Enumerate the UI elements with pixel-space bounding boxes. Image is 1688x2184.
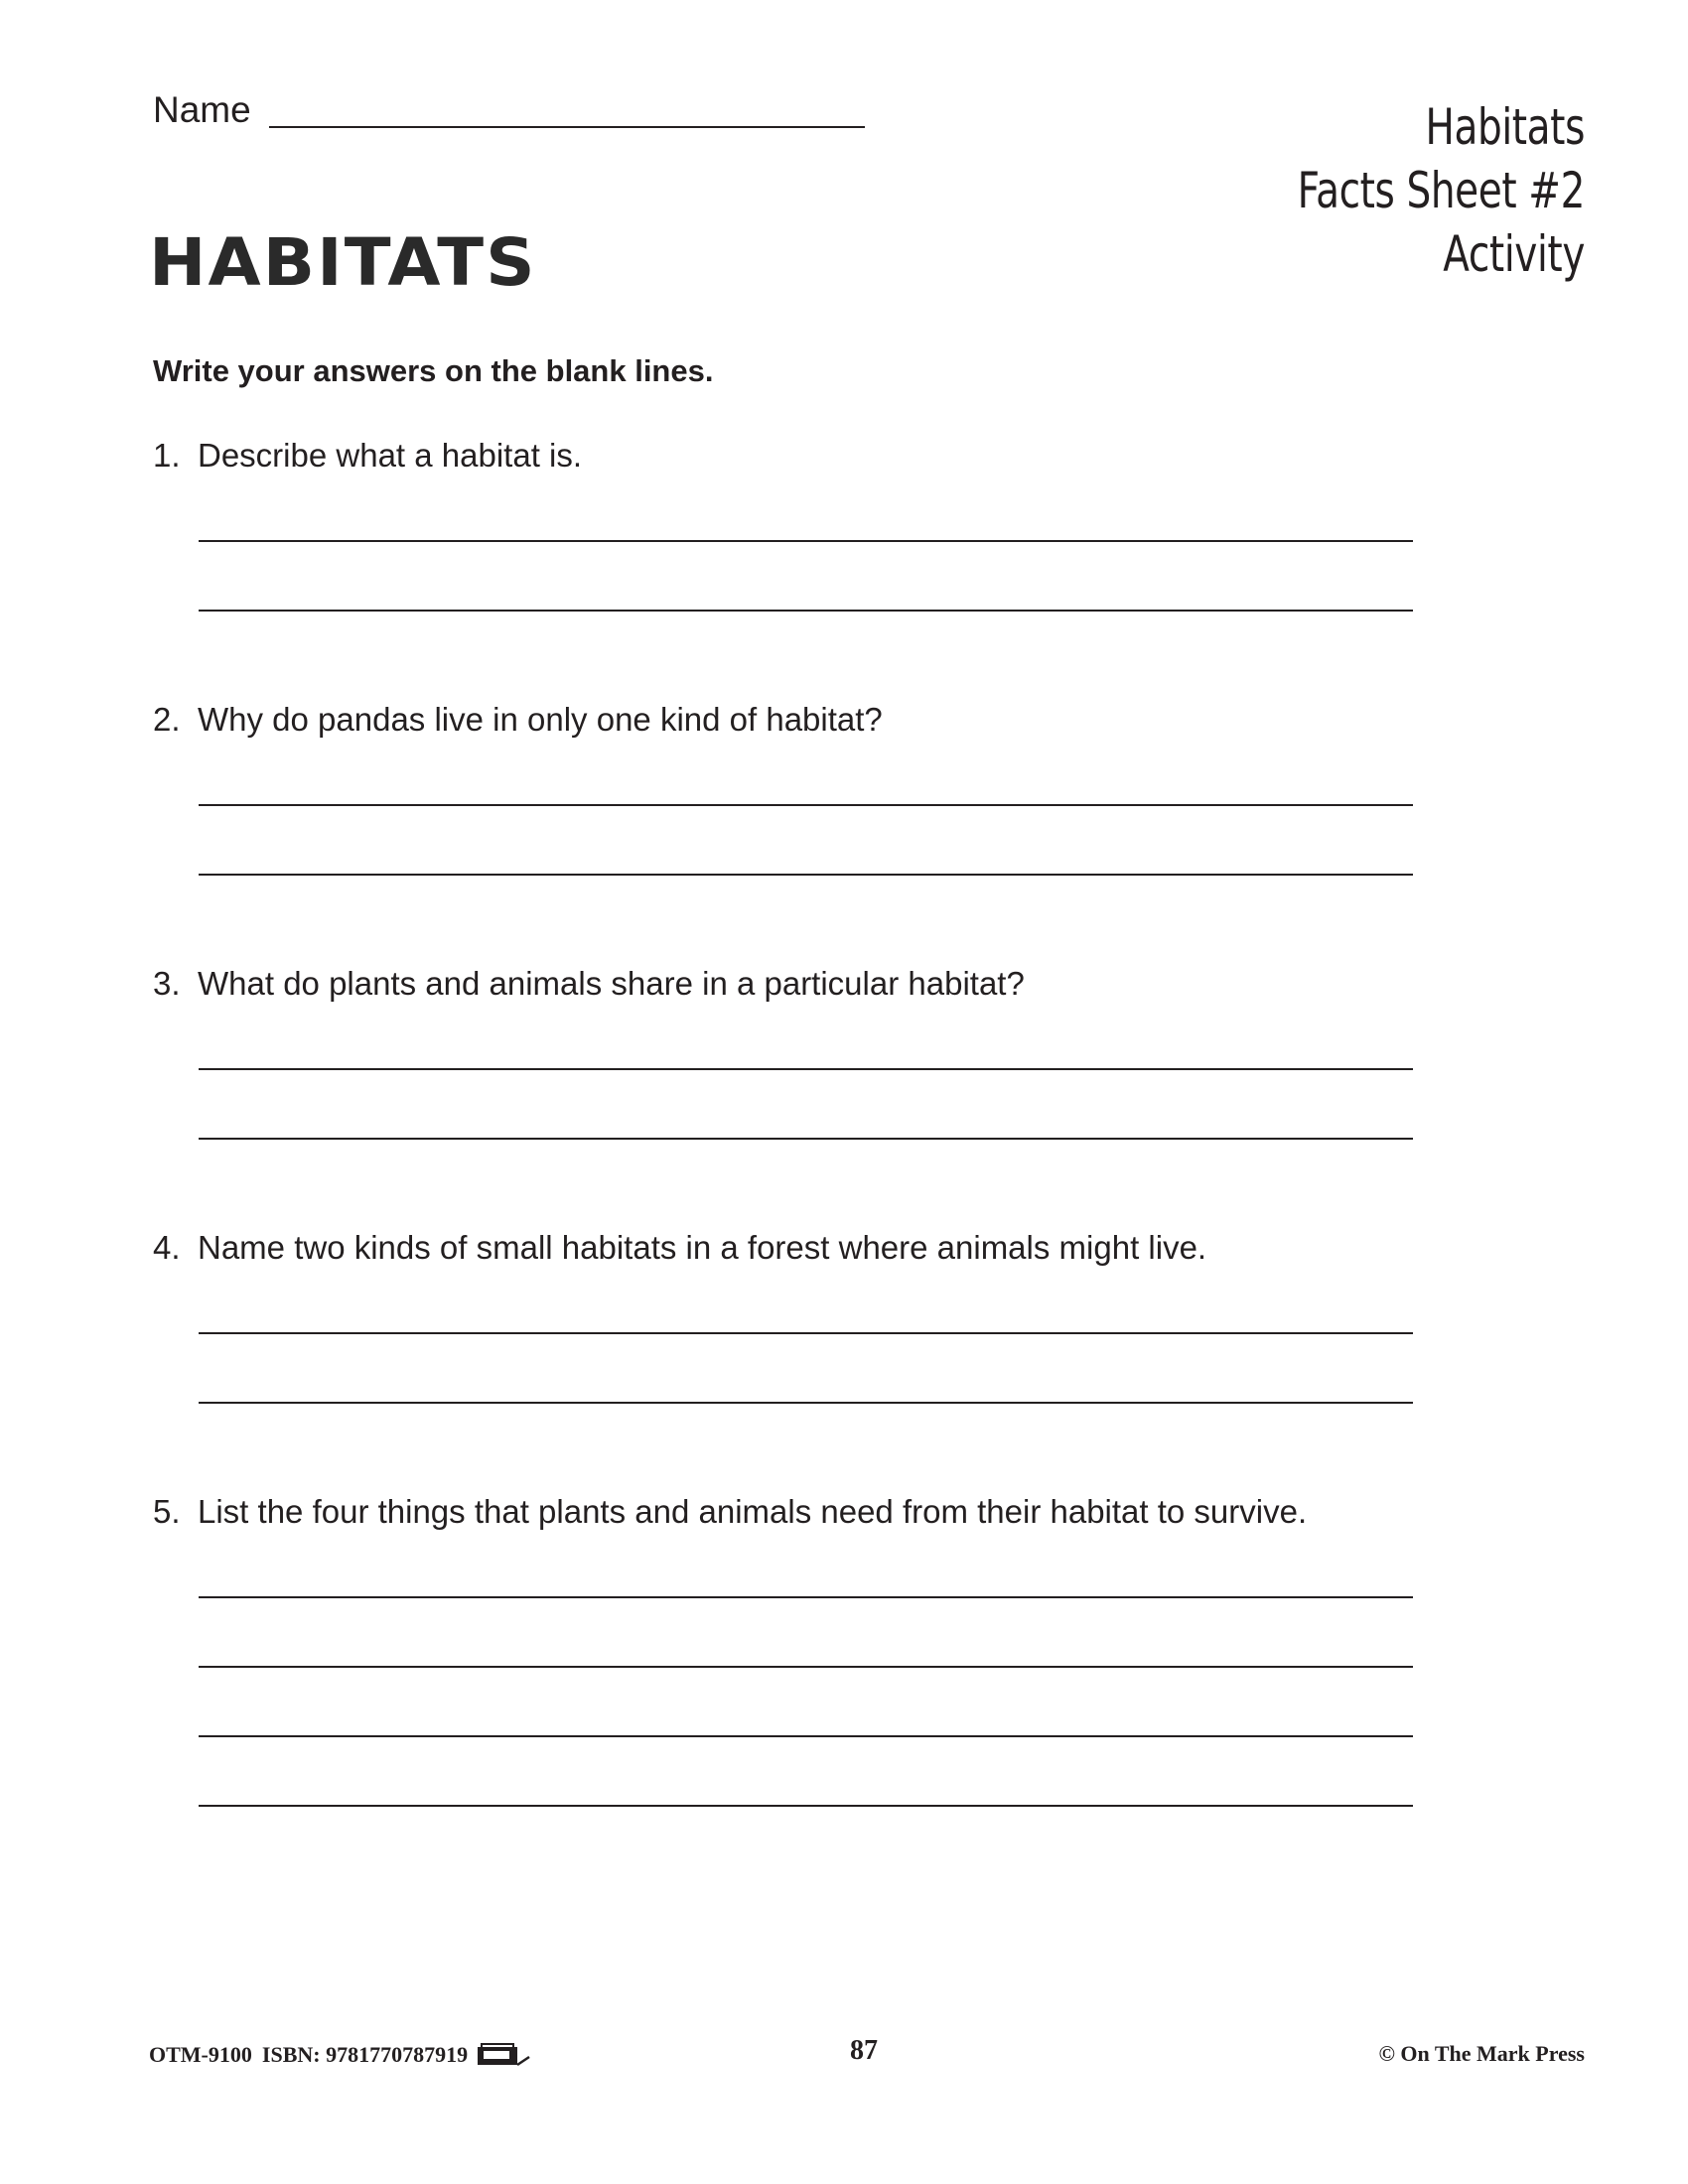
publisher: © On The Mark Press xyxy=(1378,2041,1585,2066)
question-5 xyxy=(153,1493,1307,1531)
sheet-title-line-1: Habitats xyxy=(1425,98,1585,156)
question-text: Why do pandas live in only one kind of habitat? xyxy=(198,701,883,738)
answer-line[interactable] xyxy=(199,1666,1413,1668)
name-row xyxy=(153,91,865,128)
question-text: Name two kinds of small habitats in a forest where animals might live. xyxy=(198,1229,1207,1266)
question-number: 1. xyxy=(153,437,181,474)
name-label: Name xyxy=(153,89,251,130)
question-number: 2. xyxy=(153,701,181,738)
question-1 xyxy=(153,437,582,475)
answer-line[interactable] xyxy=(199,804,1413,806)
question-text: Describe what a habitat is. xyxy=(198,437,583,474)
sheet-title xyxy=(1298,95,1585,286)
answer-line[interactable] xyxy=(199,874,1413,876)
answer-line[interactable] xyxy=(199,1735,1413,1737)
answer-line[interactable] xyxy=(199,1332,1413,1334)
name-field-line xyxy=(269,96,865,128)
isbn: ISBN: 9781770787919 xyxy=(261,2042,469,2067)
question-2 xyxy=(153,701,883,739)
sheet-title-line-3: Activity xyxy=(1443,225,1585,283)
question-3 xyxy=(153,965,1025,1003)
question-number: 3. xyxy=(153,965,181,1002)
question-text: What do plants and animals share in a particular habitat? xyxy=(198,965,1025,1002)
answer-line[interactable] xyxy=(199,1138,1413,1140)
question-4 xyxy=(153,1229,1206,1267)
question-text: List the four things that plants and animals need from their habitat to survive. xyxy=(198,1493,1308,1530)
sheet-title-line-2: Facts Sheet #2 xyxy=(1297,162,1585,219)
product-code: OTM-9100 xyxy=(149,2042,252,2067)
book-icon xyxy=(476,2041,533,2069)
answer-line[interactable] xyxy=(199,1805,1413,1807)
question-number: 5. xyxy=(153,1493,181,1530)
question-number: 4. xyxy=(153,1229,181,1266)
answer-line[interactable] xyxy=(199,1596,1413,1598)
page-number: 87 xyxy=(850,2035,878,2066)
habitats-logo: HABITATS xyxy=(149,224,537,301)
answer-line[interactable] xyxy=(199,1068,1413,1070)
instructions: Write your answers on the blank lines. xyxy=(153,353,714,388)
footer-left xyxy=(149,2041,533,2069)
answer-line[interactable] xyxy=(199,610,1413,612)
answer-line[interactable] xyxy=(199,1402,1413,1404)
answer-line[interactable] xyxy=(199,540,1413,542)
